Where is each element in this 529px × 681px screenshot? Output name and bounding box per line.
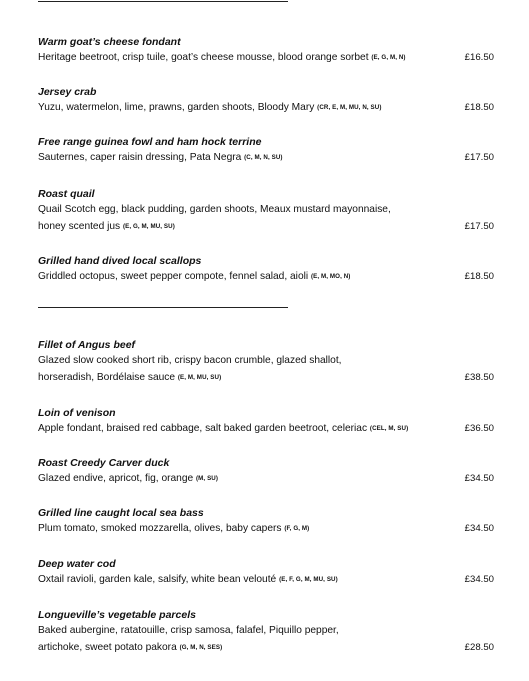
dish-description: Yuzu, watermelon, lime, prawns, garden shoots, Bloody Mary (CR, E, M, MU, N, SU) [38,102,382,113]
dish-name: Free range guinea fowl and ham hock terrine [38,136,262,148]
dish-name: Grilled hand dived local scallops [38,255,202,267]
dish-description: Griddled octopus, sweet pepper compote, fennel salad, aioli (E, M, MO, N) [38,271,351,282]
dish-name: Loin of venison [38,407,116,419]
allergen-codes: (C, M, N, SU) [244,154,283,161]
dish-description: Plum tomato, smoked mozzarella, olives, baby capers (F, G, M) [38,523,310,534]
dish-name: Warm goat’s cheese fondant [38,36,181,48]
dish-price: £18.50 [464,102,494,113]
dish-name: Deep water cod [38,558,116,570]
dish-description: Glazed endive, apricot, fig, orange (M, SU) [38,473,219,484]
dish-description: Quail Scotch egg, black pudding, garden shoots, Meaux mustard mayonnaise, honey scented jus (E, G, M, MU, SU) [38,204,391,232]
dish-price: £34.50 [464,574,494,585]
dish-name: Grilled line caught local sea bass [38,507,204,519]
menu-item-roast-quail [38,186,494,235]
dish-description: Sauternes, caper raisin dressing, Pata Negra (C, M, N, SU) [38,152,283,163]
allergen-codes: (CEL, M, SU) [369,425,409,432]
menu-item-sea-bass [38,505,494,538]
dish-name: Fillet of Angus beef [38,339,136,351]
dish-price: £28.50 [464,641,494,653]
allergen-codes: (E, M, MO, N) [310,273,351,280]
section-divider [38,307,288,308]
dish-price: £38.50 [464,371,494,383]
menu-item-jersey-crab [38,84,494,117]
dish-name: Longueville’s vegetable parcels [38,609,196,621]
dish-description: Heritage beetroot, crisp tuile, goat’s cheese mousse, blood orange sorbet (E, G, M, N) [38,52,406,63]
dish-price: £17.50 [464,152,494,163]
allergen-codes: (M, SU) [196,475,219,482]
dish-description: Glazed slow cooked short rib, crispy bacon crumble, glazed shallot, horseradish, Bordélaise sauce (E, M, MU, SU) [38,355,342,383]
dish-price: £18.50 [464,271,494,282]
dish-name: Jersey crab [38,86,97,98]
allergen-codes: (CR, E, M, MU, N, SU) [317,104,382,111]
dish-price: £34.50 [464,523,494,534]
dish-name: Roast Creedy Carver duck [38,457,170,469]
menu-item-guinea-fowl-terrine [38,134,494,167]
dish-description: Baked aubergine, ratatouille, crisp samosa, falafel, Piquillo pepper, artichoke, sweet potato pakora (G, M, N, SES) [38,625,339,653]
dish-price: £36.50 [464,423,494,434]
menu-item-scallops [38,253,494,286]
allergen-codes: (G, M, N, SES) [179,643,223,651]
allergen-codes: (E, G, M, MU, SU) [122,222,175,230]
allergen-codes: (E, G, M, N) [371,54,406,61]
dish-description: Apple fondant, braised red cabbage, salt baked garden beetroot, celeriac (CEL, M, SU) [38,423,409,434]
top-divider [38,1,288,2]
dish-price: £34.50 [464,473,494,484]
menu-item-vegetable-parcels [38,607,494,656]
menu-item-duck [38,455,494,488]
dish-description: Oxtail ravioli, garden kale, salsify, white bean velouté (E, F, G, M, MU, SU) [38,574,338,585]
menu-item-angus-beef [38,337,494,386]
allergen-codes: (F, G, M) [284,525,310,532]
allergen-codes: (E, M, MU, SU) [177,373,222,381]
menu-item-venison [38,405,494,438]
allergen-codes: (E, F, G, M, MU, SU) [279,576,338,583]
dish-price: £17.50 [464,220,494,232]
dish-price: £16.50 [464,52,494,63]
menu-item-cod [38,556,494,589]
dish-name: Roast quail [38,188,95,200]
menu-item-goats-cheese [38,34,494,67]
